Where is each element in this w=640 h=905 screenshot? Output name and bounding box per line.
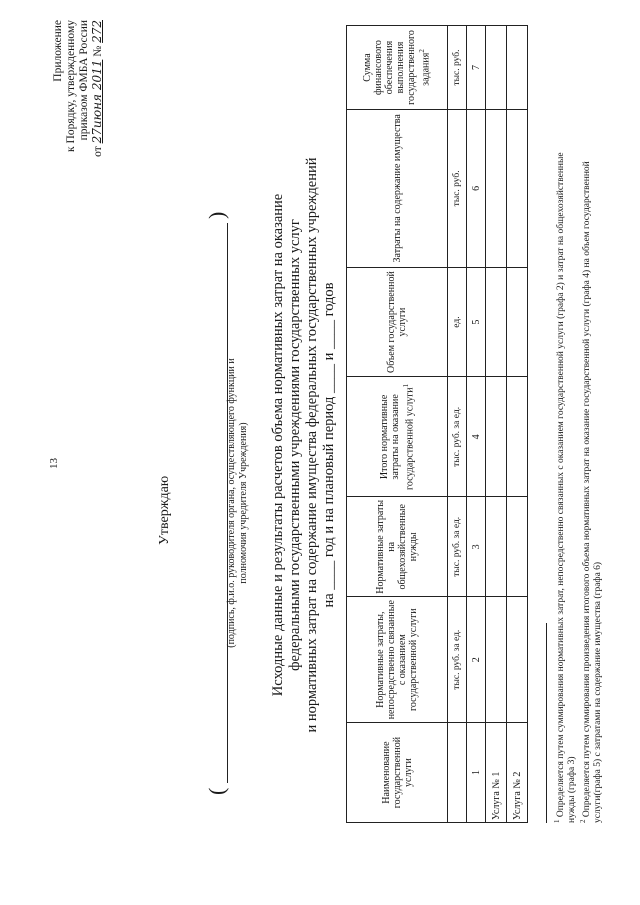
unit-cell [448, 723, 467, 823]
empty-cell [507, 267, 528, 377]
signature-open-paren: ( [204, 787, 229, 795]
appendix-date-prefix: от [92, 146, 104, 157]
appendix-line-1: Приложение [52, 20, 64, 82]
cost-table [346, 25, 528, 823]
approve-heading: Утверждаю [157, 475, 172, 545]
empty-cell [486, 377, 507, 497]
empty-cell [507, 26, 528, 110]
header-overhead-costs: Нормативные затраты на общехозяйственные нужды [347, 497, 448, 597]
title-line-2: федеральными государственными учреждениями государственных услуг [287, 219, 303, 671]
service-row-label: Услуга № 1 [486, 723, 507, 823]
appendix-header [52, 20, 105, 220]
column-number: 1 [467, 723, 486, 823]
unit-cell: тыс. руб. за ед. [448, 497, 467, 597]
column-number: 7 [467, 26, 486, 110]
footnotes [552, 23, 604, 823]
signature-caption-line-1: (подпись, ф.и.о. руководителя органа, осуществляющего функции и [226, 358, 237, 648]
unit-cell: тыс. руб. за ед. [448, 377, 467, 497]
column-number: 2 [467, 597, 486, 723]
handwritten-date: 27июня 2011 [90, 59, 104, 144]
appendix-line-3: приказом ФМБА России [78, 20, 90, 141]
handwritten-order-number: 272 [90, 20, 104, 43]
footnote-separator [546, 623, 547, 823]
table-units-row [448, 26, 467, 823]
empty-cell [486, 597, 507, 723]
empty-cell [507, 597, 528, 723]
footnote-2-line-2: услуги(графа 5) с затратами на содержание имущества (графа 6) [593, 561, 604, 823]
header-service-name: Наименование государственной услуги [347, 723, 448, 823]
table-column-numbers-row [467, 26, 486, 823]
table-row [507, 26, 528, 823]
empty-cell [507, 110, 528, 268]
footnote-1-line-1: $^1$ Определяется путем суммирования нормативных затрат, непосредственно связанных с оказанием государственной услуги (графа 2) и затрат на общехозяйственные [553, 152, 567, 823]
signature-caption-line-2: полномочия учредителя Учреждения) [238, 422, 249, 584]
header-property-costs: Затраты на содержание имущества [347, 110, 448, 268]
appendix-line-2: к Порядку, утвержденному [65, 20, 77, 152]
title-line-3: и нормативных затрат на содержание имущества федеральных государственных учреждений [304, 157, 320, 733]
column-number: 6 [467, 110, 486, 268]
unit-cell: тыс. руб. [448, 26, 467, 110]
signature-close-paren: ) [204, 211, 229, 219]
column-number: 5 [467, 267, 486, 377]
column-number: 4 [467, 377, 486, 497]
unit-cell: тыс. руб. [448, 110, 467, 268]
empty-cell [486, 267, 507, 377]
title-line-1: Исходные данные и результаты расчетов объема нормативных затрат на оказание [270, 193, 286, 697]
table-row [486, 26, 507, 823]
empty-cell [507, 497, 528, 597]
table-header-row [347, 26, 448, 823]
empty-cell [507, 377, 528, 497]
empty-cell [486, 26, 507, 110]
footnote-2-line-1: $^2$ Определяется путем суммирования произведения итогового объема нормативных затрат на оказание государственной услуги (графа 4) на объем государственной [579, 161, 593, 823]
column-number: 3 [467, 497, 486, 597]
unit-cell: тыс. руб. за ед. [448, 597, 467, 723]
service-row-label: Услуга № 2 [507, 723, 528, 823]
footnote-1-line-2: нужды (графа 3) [567, 756, 578, 823]
appendix-number-label: № [92, 45, 104, 57]
appendix-line-4 [91, 20, 105, 220]
header-direct-costs: Нормативные затраты, непосредственно связанные с оказанием государственной услуги [347, 597, 448, 723]
title-line-4: на ____ год и на плановый период ____ и ____ годов [321, 282, 337, 608]
header-funding-sum: Сумма финансового обеспечения выполнения государственного задания$^2$ [347, 26, 448, 110]
unit-cell: ед. [448, 267, 467, 377]
empty-cell [486, 497, 507, 597]
signature-caption [226, 303, 250, 703]
header-total-costs: Итого нормативные затраты на оказание государственной услуги$^1$ [347, 377, 448, 497]
header-service-volume: Объем государственной услуги [347, 267, 448, 377]
page-number: 13 [48, 458, 60, 469]
document-title [270, 135, 338, 755]
empty-cell [486, 110, 507, 268]
